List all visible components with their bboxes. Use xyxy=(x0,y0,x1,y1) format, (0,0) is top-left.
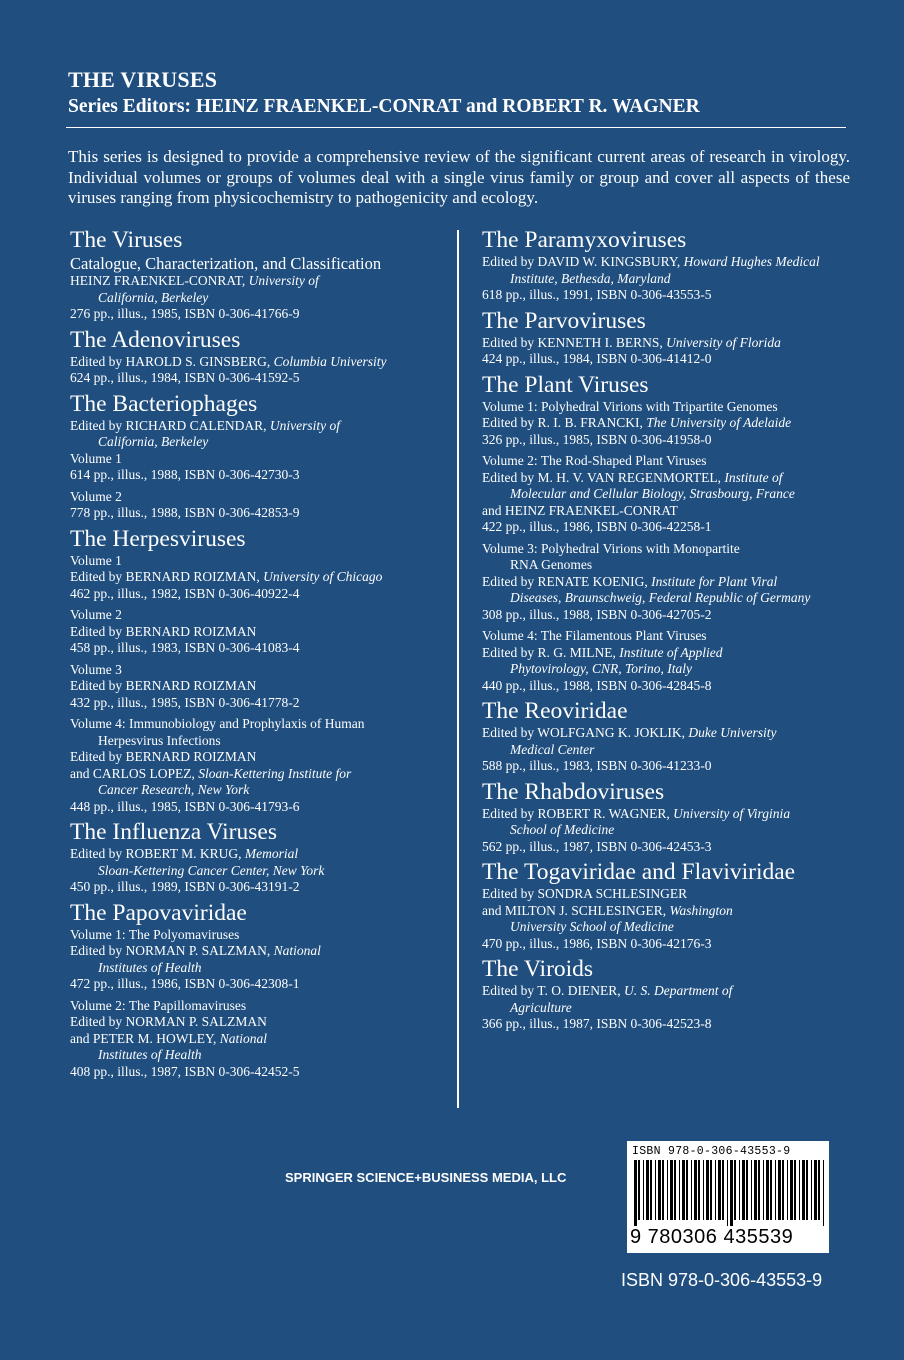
book-detail-line xyxy=(482,574,858,591)
barcode-bar xyxy=(734,1160,736,1220)
detail-text: Edited by BERNARD ROIZMAN, xyxy=(70,569,264,584)
detail-text: Volume 1: Polyhedral Virions with Tripartite Genomes xyxy=(482,398,778,414)
series-editors: Series Editors: HEINZ FRAENKEL-CONRAT and ROBERT R. WAGNER xyxy=(68,96,700,117)
affiliation-text: Howard Hughes Medical xyxy=(683,254,820,269)
detail-text: Edited by KENNETH I. BERNS, xyxy=(482,334,667,350)
book-title: The Paramyxoviruses xyxy=(482,227,687,253)
detail-text: Cancer Research, New York xyxy=(98,782,250,797)
book-title: The Herpesviruses xyxy=(70,525,246,552)
detail-text: Volume 2 xyxy=(70,488,122,504)
detail-text: Volume 1 xyxy=(70,552,122,568)
book-detail-line xyxy=(482,470,858,487)
detail-text: and CARLOS LOPEZ, xyxy=(70,765,199,781)
affiliation-text: U. S. Department of xyxy=(623,983,733,998)
book-detail-line xyxy=(70,586,452,603)
book-entry xyxy=(482,307,858,368)
book-detail-line xyxy=(70,998,452,1015)
detail-text: and PETER M. HOWLEY, xyxy=(70,1030,220,1046)
book-entry xyxy=(482,778,858,856)
affiliation-text: Washington xyxy=(669,902,733,918)
affiliation-text: University of xyxy=(269,417,340,433)
book-entry xyxy=(482,697,858,775)
column-divider xyxy=(457,230,459,1108)
barcode-bar xyxy=(674,1160,676,1220)
book-title: The Togaviridae and Flaviviridae xyxy=(482,859,796,885)
barcode-bar xyxy=(746,1160,748,1220)
barcode-bar xyxy=(670,1160,673,1220)
book-detail-line xyxy=(70,505,452,522)
barcode-bar xyxy=(790,1160,793,1220)
book-title: The Rhabdoviruses xyxy=(482,778,665,805)
detail-text: California, Berkeley xyxy=(98,434,209,449)
book-detail-line xyxy=(70,434,452,451)
detail-text: Institutes of Health xyxy=(98,1047,202,1062)
barcode-bar xyxy=(818,1160,820,1220)
detail-text: School of Medicine xyxy=(510,822,615,837)
book-detail-line xyxy=(70,846,452,863)
barcode-bar xyxy=(802,1160,805,1220)
book-detail-line xyxy=(482,415,858,432)
book-detail-line xyxy=(70,418,452,435)
barcode-bar xyxy=(686,1160,688,1220)
barcode-digits: 9 780306 435539 xyxy=(630,1226,794,1248)
book-detail-line xyxy=(482,607,858,624)
barcode-bar xyxy=(643,1160,644,1220)
barcode-bar xyxy=(778,1160,781,1220)
book-title: The Viroids xyxy=(482,956,594,982)
detail-text: Institutes of Health xyxy=(98,959,202,975)
book-entry xyxy=(482,226,858,304)
detail-text: Edited by NORMAN P. SALZMAN xyxy=(70,1014,267,1029)
book-detail-line xyxy=(70,1047,452,1064)
barcode-bar xyxy=(770,1160,772,1220)
publisher-name: SPRINGER SCIENCE+BUSINESS MEDIA, LLC xyxy=(285,1170,567,1185)
book-detail-line xyxy=(482,822,858,839)
detail-text: Volume 2 xyxy=(70,607,122,622)
detail-text: University School of Medicine xyxy=(510,919,674,934)
detail-text: Volume 3: Polyhedral Virions with Monopartite xyxy=(482,540,740,556)
detail-text: Volume 1: The Polyomaviruses xyxy=(70,926,240,942)
book-detail-line xyxy=(482,271,858,288)
barcode-bar xyxy=(679,1160,680,1220)
book-detail-line xyxy=(70,976,452,993)
book-detail-line xyxy=(70,733,452,750)
barcode-bar xyxy=(739,1160,740,1220)
book-detail-line xyxy=(482,335,858,352)
barcode-bar xyxy=(799,1160,800,1220)
detail-text: 588 pp., illus., 1983, ISBN 0-306-41233-0 xyxy=(482,758,712,773)
barcode-bar xyxy=(823,1160,824,1226)
detail-text: Edited by RENATE KOENIG, xyxy=(482,573,652,589)
book-entry xyxy=(70,818,452,896)
affiliation-text: University of Virginia xyxy=(673,805,791,821)
detail-text: and HEINZ FRAENKEL-CONRAT xyxy=(482,502,678,518)
detail-text: Diseases, Braunschweig, Federal Republic of Germany xyxy=(510,590,811,605)
book-entry xyxy=(482,955,858,1033)
book-detail-line xyxy=(482,590,858,607)
detail-text: Edited by R. G. MILNE, xyxy=(482,644,620,660)
affiliation-text: National xyxy=(219,1030,268,1046)
book-detail-line xyxy=(482,557,858,574)
book-detail-line xyxy=(70,624,452,641)
barcode-bar xyxy=(667,1160,668,1220)
book-detail-line xyxy=(70,640,452,657)
book-detail-line xyxy=(482,1016,858,1033)
affiliation-text: National xyxy=(273,943,321,958)
detail-text: 408 pp., illus., 1987, ISBN 0-306-42452-5 xyxy=(70,1063,300,1079)
book-entry xyxy=(70,525,452,816)
book-detail-line xyxy=(70,943,452,960)
detail-text: 778 pp., illus., 1988, ISBN 0-306-42853-9 xyxy=(70,505,300,520)
detail-text: 462 pp., illus., 1982, ISBN 0-306-40922-4 xyxy=(70,585,300,601)
book-detail-line xyxy=(70,678,452,695)
detail-text: Agriculture xyxy=(510,999,572,1015)
book-entry xyxy=(482,858,858,952)
barcode-bar xyxy=(698,1160,700,1220)
book-detail-line xyxy=(70,716,452,733)
book-detail-line xyxy=(482,839,858,856)
barcode-bar xyxy=(715,1160,716,1220)
detail-text: Volume 1 xyxy=(70,450,122,466)
affiliation-text: University of Chicago xyxy=(263,569,383,584)
detail-text: Institute, Bethesda, Maryland xyxy=(510,270,671,286)
affiliation-text: Sloan-Kettering Institute for xyxy=(198,765,352,781)
detail-text: 562 pp., illus., 1987, ISBN 0-306-42453-3 xyxy=(482,838,712,854)
book-detail-line xyxy=(70,569,452,586)
detail-text: HEINZ FRAENKEL-CONRAT, xyxy=(70,273,249,288)
detail-text: California, Berkeley xyxy=(98,289,209,305)
barcode-bar xyxy=(766,1160,769,1220)
book-detail-line xyxy=(482,287,858,304)
barcode-isbn-label: ISBN 978-0-306-43553-9 xyxy=(632,1145,791,1158)
barcode-bar xyxy=(742,1160,745,1220)
detail-text: 618 pp., illus., 1991, ISBN 0-306-43553-5 xyxy=(482,287,712,302)
detail-text: Edited by HAROLD S. GINSBERG, xyxy=(70,353,274,369)
detail-text: 458 pp., illus., 1983, ISBN 0-306-41083-4 xyxy=(70,640,300,655)
affiliation-text: Institute for Plant Viral xyxy=(651,573,778,589)
barcode-bar xyxy=(730,1160,733,1226)
barcode-bar xyxy=(655,1160,656,1220)
detail-text: Edited by RICHARD CALENDAR, xyxy=(70,417,270,433)
book-detail-line xyxy=(70,607,452,624)
detail-text: Volume 4: The Filamentous Plant Viruses xyxy=(482,628,707,643)
detail-text: Edited by BERNARD ROIZMAN xyxy=(70,749,257,764)
book-detail-line xyxy=(482,399,858,416)
book-detail-line xyxy=(482,758,858,775)
detail-text: Edited by BERNARD ROIZMAN xyxy=(70,623,257,639)
barcode-bar xyxy=(782,1160,784,1220)
book-detail-line xyxy=(70,306,452,323)
right-column xyxy=(482,226,858,1036)
barcode-bar xyxy=(658,1160,661,1220)
detail-text: Sloan-Kettering Cancer Center, New York xyxy=(98,862,325,878)
detail-text: 432 pp., illus., 1985, ISBN 0-306-41778-2 xyxy=(70,694,300,710)
detail-text: 424 pp., illus., 1984, ISBN 0-306-41412-0 xyxy=(482,351,712,366)
header-divider xyxy=(66,127,846,128)
book-detail-line xyxy=(70,273,452,290)
barcode-bar xyxy=(634,1160,637,1226)
detail-text: Edited by ROBERT M. KRUG, xyxy=(70,846,245,861)
affiliation-text: Columbia University xyxy=(273,353,387,369)
barcode-bar xyxy=(763,1160,764,1220)
book-detail-line xyxy=(482,806,858,823)
detail-text: 614 pp., illus., 1988, ISBN 0-306-42730-3 xyxy=(70,467,300,482)
affiliation-text: Duke University xyxy=(688,725,777,740)
affiliation-text: Institute of xyxy=(724,469,783,485)
detail-text: 470 pp., illus., 1986, ISBN 0-306-42176-3 xyxy=(482,935,712,951)
book-title: The Reoviridae xyxy=(482,698,628,724)
book-detail-line xyxy=(70,695,452,712)
detail-text: Volume 3 xyxy=(70,661,122,677)
detail-text: Volume 2: The Rod-Shaped Plant Viruses xyxy=(482,453,707,468)
book-detail-line xyxy=(482,645,858,662)
book-detail-line xyxy=(70,799,452,816)
detail-text: Edited by NORMAN P. SALZMAN, xyxy=(70,943,274,958)
book-detail-line xyxy=(70,1031,452,1048)
book-detail-line xyxy=(482,903,858,920)
barcode-bar xyxy=(646,1160,649,1220)
detail-text: Edited by M. H. V. VAN REGENMORTEL, xyxy=(482,469,725,485)
book-title: The Adenoviruses xyxy=(70,326,241,353)
barcode-bar xyxy=(758,1160,760,1220)
detail-text: 422 pp., illus., 1986, ISBN 0-306-42258-1 xyxy=(482,519,712,534)
barcode-bar xyxy=(710,1160,712,1220)
detail-text: RNA Genomes xyxy=(510,557,593,572)
affiliation-text: University of xyxy=(248,273,319,288)
book-detail-line xyxy=(482,351,858,368)
book-title: The Plant Viruses xyxy=(482,371,649,398)
detail-text: Edited by ROBERT R. WAGNER, xyxy=(482,805,674,821)
book-detail-line xyxy=(70,1064,452,1081)
book-detail-line xyxy=(482,742,858,759)
detail-text: 308 pp., illus., 1988, ISBN 0-306-42705-2 xyxy=(482,606,712,622)
barcode-bar xyxy=(650,1160,652,1220)
book-title: The Influenza Viruses xyxy=(70,819,277,845)
isbn: ISBN 978-0-306-43553-9 xyxy=(621,1270,823,1290)
barcode-bar xyxy=(811,1160,812,1220)
detail-text: 326 pp., illus., 1985, ISBN 0-306-41958-0 xyxy=(482,431,712,447)
book-detail-line xyxy=(70,662,452,679)
series-title: THE VIRUSES xyxy=(68,67,218,92)
book-detail-line xyxy=(70,879,452,896)
detail-text: Phytovirology, CNR, Torino, Italy xyxy=(510,661,692,676)
barcode-bar xyxy=(718,1160,721,1220)
detail-text: Edited by DAVID W. KINGSBURY, xyxy=(482,254,684,269)
book-detail-line xyxy=(70,290,452,307)
book-detail-line xyxy=(482,919,858,936)
detail-text: 448 pp., illus., 1985, ISBN 0-306-41793-6 xyxy=(70,798,300,814)
book-detail-line xyxy=(482,886,858,903)
book-detail-line xyxy=(482,254,858,271)
detail-text: 450 pp., illus., 1989, ISBN 0-306-43191-2 xyxy=(70,879,300,894)
barcode-bar xyxy=(682,1160,685,1220)
series-description: This series is designed to provide a comprehensive review of the significant current areas of research in virology. Individual volumes or groups of volumes deal with a single virus family or group and cover all aspects of these viruses ranging from physicochemistry to pathogenicity and ecology. xyxy=(68,147,850,207)
barcode-bar xyxy=(694,1160,697,1220)
book-detail-line xyxy=(482,936,858,953)
book-title: The Viruses xyxy=(70,227,183,253)
detail-text: 440 pp., illus., 1988, ISBN 0-306-42845-8 xyxy=(482,677,712,693)
barcode-bar xyxy=(814,1160,817,1220)
barcode-bar xyxy=(706,1160,709,1220)
book-title: The Papovaviridae xyxy=(70,899,247,926)
book-title: The Parvoviruses xyxy=(482,307,646,334)
affiliation-text: Institute of Applied xyxy=(619,644,723,660)
detail-text: 624 pp., illus., 1984, ISBN 0-306-41592-5 xyxy=(70,370,300,385)
book-detail-line xyxy=(70,553,452,570)
book-entry xyxy=(482,371,858,695)
book-detail-line xyxy=(70,1014,452,1031)
book-detail-line xyxy=(482,628,858,645)
barcode-bar xyxy=(691,1160,692,1220)
book-entry xyxy=(70,226,452,323)
book-detail-line xyxy=(70,766,452,783)
affiliation-text: The University of Adelaide xyxy=(646,415,792,430)
detail-text: Edited by WOLFGANG K. JOKLIK, xyxy=(482,725,689,740)
left-column xyxy=(70,226,452,1083)
book-detail-line xyxy=(70,354,452,371)
detail-text: Edited by R. I. B. FRANCKI, xyxy=(482,415,647,430)
detail-text: Herpesvirus Infections xyxy=(98,732,221,748)
barcode-bars xyxy=(634,1160,826,1226)
book-detail-line xyxy=(70,451,452,468)
detail-text: Volume 4: Immunobiology and Prophylaxis of Human xyxy=(70,716,365,731)
detail-text: Volume 2: The Papillomaviruses xyxy=(70,997,247,1013)
detail-text: Catalogue, Characterization, and Classification xyxy=(70,254,382,273)
barcode-bar xyxy=(662,1160,664,1220)
detail-text: and MILTON J. SCHLESINGER, xyxy=(482,902,670,918)
barcode-bar xyxy=(775,1160,776,1220)
barcode-bar xyxy=(806,1160,808,1220)
book-detail-line xyxy=(482,1000,858,1017)
book-title: The Bacteriophages xyxy=(70,390,258,417)
detail-text: 366 pp., illus., 1987, ISBN 0-306-42523-8 xyxy=(482,1016,712,1031)
book-detail-line xyxy=(482,678,858,695)
book-detail-line xyxy=(70,782,452,799)
book-detail-line xyxy=(70,489,452,506)
barcode-bar xyxy=(754,1160,757,1220)
book-detail-line xyxy=(482,519,858,536)
book-detail-line xyxy=(482,983,858,1000)
affiliation-text: University of Florida xyxy=(666,334,781,350)
barcode-bar xyxy=(722,1160,724,1220)
detail-text: Edited by T. O. DIENER, xyxy=(482,983,624,998)
detail-text: Edited by BERNARD ROIZMAN xyxy=(70,678,257,693)
book-entry xyxy=(70,390,452,522)
book-detail-line xyxy=(70,370,452,387)
book-entry xyxy=(70,326,452,387)
book-detail-line xyxy=(482,486,858,503)
barcode-bar xyxy=(794,1160,796,1220)
detail-text: Medical Center xyxy=(510,741,595,757)
barcode-bar xyxy=(638,1160,640,1220)
book-detail-line xyxy=(70,467,452,484)
book-detail-line xyxy=(70,749,452,766)
barcode-bar xyxy=(787,1160,788,1220)
book-detail-line xyxy=(482,661,858,678)
book-entry xyxy=(70,899,452,1081)
detail-text: 276 pp., illus., 1985, ISBN 0-306-41766-9 xyxy=(70,306,300,321)
book-detail-line xyxy=(70,254,452,273)
book-detail-line xyxy=(482,453,858,470)
detail-text: Edited by SONDRA SCHLESINGER xyxy=(482,886,688,901)
detail-text: 472 pp., illus., 1986, ISBN 0-306-42308-1 xyxy=(70,976,300,991)
book-detail-line xyxy=(482,541,858,558)
book-detail-line xyxy=(70,927,452,944)
book-detail-line xyxy=(482,503,858,520)
barcode-bar xyxy=(751,1160,752,1220)
barcode-bar xyxy=(703,1160,704,1220)
affiliation-text: Memorial xyxy=(244,846,299,861)
detail-text: Molecular and Cellular Biology, Strasbourg, France xyxy=(510,486,795,501)
book-detail-line xyxy=(70,863,452,880)
book-detail-line xyxy=(482,432,858,449)
barcode-bar xyxy=(727,1160,728,1226)
book-detail-line xyxy=(70,960,452,977)
book-detail-line xyxy=(482,725,858,742)
